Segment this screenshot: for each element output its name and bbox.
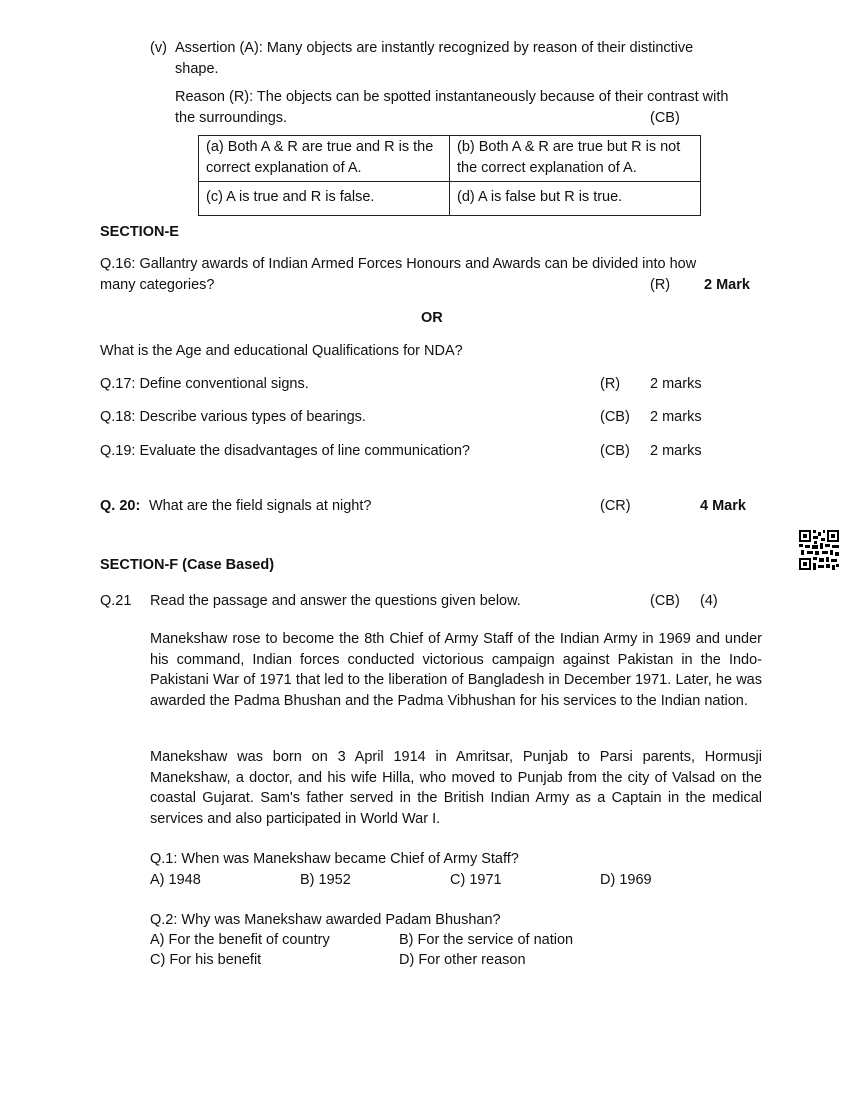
q17-text: Q.17: Define conventional signs.	[100, 376, 309, 392]
or-separator: OR	[421, 310, 443, 326]
q19-text: Q.19: Evaluate the disadvantages of line communication?	[100, 443, 470, 459]
section-e-heading: SECTION-E	[100, 224, 179, 240]
q16-text: Q.16: Gallantry awards of Indian Armed Forces Honours and Awards can be divided into how	[100, 256, 697, 272]
q17-marks: 2 marks	[650, 376, 702, 392]
subquestion-2-option-d: D) For other reason	[399, 952, 526, 968]
q21-marks: (4)	[700, 593, 718, 609]
q16-marks: 2 Mark	[704, 277, 750, 293]
question-v-tag: (CB)	[650, 110, 680, 126]
q17-tag: (R)	[600, 376, 621, 392]
option-a: (a) Both A & R are true and R is the correct explanation of A.	[199, 136, 450, 182]
option-c: (c) A is true and R is false.	[199, 182, 450, 216]
reason-text: Reason (R): The objects can be spotted instantaneously because of their contrast with	[175, 89, 729, 105]
q18-tag: (CB)	[600, 409, 630, 425]
subquestion-1-option-b: B) 1952	[300, 872, 351, 888]
subquestion-2: Q.2: Why was Manekshaw awarded Padam Bhushan?	[150, 912, 501, 928]
subquestion-1: Q.1: When was Manekshaw became Chief of Army Staff?	[150, 851, 519, 867]
q16-tag: (R)	[650, 277, 671, 293]
q21-text: Read the passage and answer the questions given below.	[150, 593, 521, 609]
passage-paragraph-1: Manekshaw rose to become the 8th Chief of Army Staff of the Indian Army in 1969 and under his command, Indian forces conducted victorious campaign against Pakistan in the Indo- Pakistani War of 1971 that led to the liberation of Bangladesh in December 1971. Later, he was awarded the Padma Bhushan and the Padma Vibhushan for his services to the Indian nation.	[150, 631, 762, 709]
q19-tag: (CB)	[600, 443, 630, 459]
q19-marks: 2 marks	[650, 443, 702, 459]
option-d: (d) A is false but R is true.	[450, 182, 701, 216]
assertion-options-table	[198, 135, 701, 216]
q21-number: Q.21	[100, 593, 132, 609]
qr-code-icon	[799, 530, 839, 570]
subquestion-2-option-b: B) For the service of nation	[399, 932, 574, 948]
q18-text: Q.18: Describe various types of bearings.	[100, 409, 366, 425]
subquestion-2-option-a: A) For the benefit of country	[150, 932, 330, 948]
section-f-heading: SECTION-F (Case Based)	[100, 557, 275, 573]
q20-text: What are the field signals at night?	[149, 498, 372, 514]
subquestion-2-option-c: C) For his benefit	[150, 952, 262, 968]
option-b: (b) Both A & R are true but R is not the correct explanation of A.	[450, 136, 701, 182]
q21-tag: (CB)	[650, 593, 680, 609]
q16-alternative: What is the Age and educational Qualifications for NDA?	[100, 343, 463, 359]
subquestion-1-option-c: C) 1971	[450, 872, 502, 888]
q18-marks: 2 marks	[650, 409, 702, 425]
question-v-number: (v)	[150, 40, 167, 56]
passage-paragraph-2: Manekshaw was born on 3 April 1914 in Amritsar, Punjab to Parsi parents, Hormusji Manekshaw, a doctor, and his wife Hilla, who moved to Punjab from the city of Valsad on the coastal Gujarat. Sam's father served in the British Indian Army as a Captain in the medical services and also participated in World War I.	[150, 749, 762, 827]
q20-marks: 4 Mark	[700, 498, 746, 514]
subquestion-1-option-d: D) 1969	[600, 872, 652, 888]
assertion-text-cont: shape.	[175, 61, 219, 77]
assertion-text: Assertion (A): Many objects are instantly recognized by reason of their distinctive	[175, 40, 694, 56]
q20-tag: (CR)	[600, 498, 631, 514]
subquestion-1-option-a: A) 1948	[150, 872, 201, 888]
reason-text-cont: the surroundings.	[175, 110, 288, 126]
q20-number: Q. 20:	[100, 498, 141, 514]
q16-text-cont: many categories?	[100, 277, 215, 293]
